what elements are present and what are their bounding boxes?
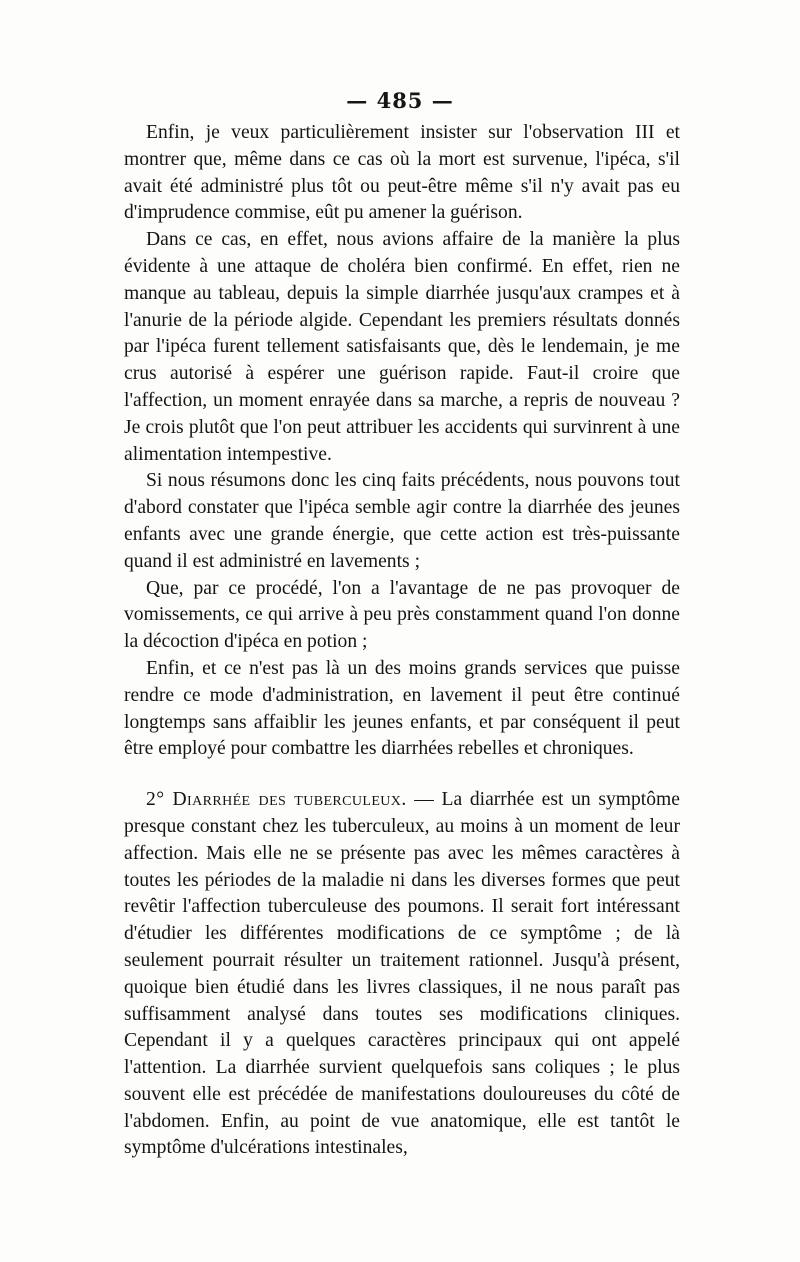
paragraph-lavement: Enfin, et ce n'est pas là un des moins grands services que puisse rendre ce mode d'administration, en lavement il peut être continué longtemps sans affaiblir les jeunes enfants, et par conséquent il peut être employé pour combattre les diarrhées rebelles et chroniques. (124, 657, 680, 760)
paragraph-observation-iii: Enfin, je veux particulièrement insister sur l'observation III et montrer que, même dans ce cas où la mort est survenue, l'ipéca, s'il avait été administré plus tôt ou peut-être même s'il n'y avait pas eu d'imprudence commise, eût pu amener la guérison. (124, 122, 680, 224)
section-text: — La diarrhée est un symptôme presque constant chez les tuberculeux, au moins à un moment de leur affection. Mais elle ne se présente pas avec les mêmes caractères à toutes les périodes de la maladie ni dans les diverses formes que peut revêtir l'affection tuberculeuse des poumons. Il serait fort intéressant d'étudier les différentes modifications de ce symptôme ; de là seulement pourrait résulter un traitement rationnel. Jusqu'à présent, quoique bien étudié dans les livres classiques, il ne nous paraît pas suffisamment analysé dans toutes ses modifications cliniques. Cependant il y a quelques caractères principaux qui ont appelé l'attention. La diarrhée survient quelquefois sans coliques ; le plus souvent elle est précédée de manifestations douloureuses du côté de l'abdomen. Enfin, au point de vue anatomique, elle est tantôt le symptôme d'ulcérations intestinales, (124, 789, 680, 1159)
section-heading: 2° Diarrhée des tuberculeux. (146, 789, 407, 811)
paragraph-vomiting: Que, par ce procédé, l'on a l'avantage de ne pas provoquer de vomissements, ce qui arrive à peu près constamment quand l'on donne la décoction d'ipéca en potion ; (124, 577, 680, 653)
paragraph-tuberculous-diarrhea (124, 787, 680, 1162)
page-number: — 485 — (346, 88, 454, 113)
paragraph-summary: Si nous résumons donc les cinq faits précédents, nous pouvons tout d'abord constater que l'ipéca semble agir contre la diarrhée des jeunes enfants avec une grande énergie, que cette action est très-puissante quand il est administré en lavements ; (124, 470, 680, 572)
paragraph-cholera-case: Dans ce cas, en effet, nous avions affaire de la manière la plus évidente à une attaque de choléra bien confirmé. En effet, rien ne manque au tableau, depuis la simple diarrhée jusqu'aux crampes et à l'anurie de la période algide. Cependant les premiers résultats donnés par l'ipéca furent tellement satisfaisants que, dès le lendemain, je me crus autorisé à espérer une guérison rapide. Faut-il croire que l'affection, un moment enrayée dans sa marche, a repris de nouveau ? Je crois plutôt que l'on peut attribuer les accidents qui survinrent à une alimentation intempestive. (124, 229, 680, 465)
body-text (124, 120, 680, 1162)
